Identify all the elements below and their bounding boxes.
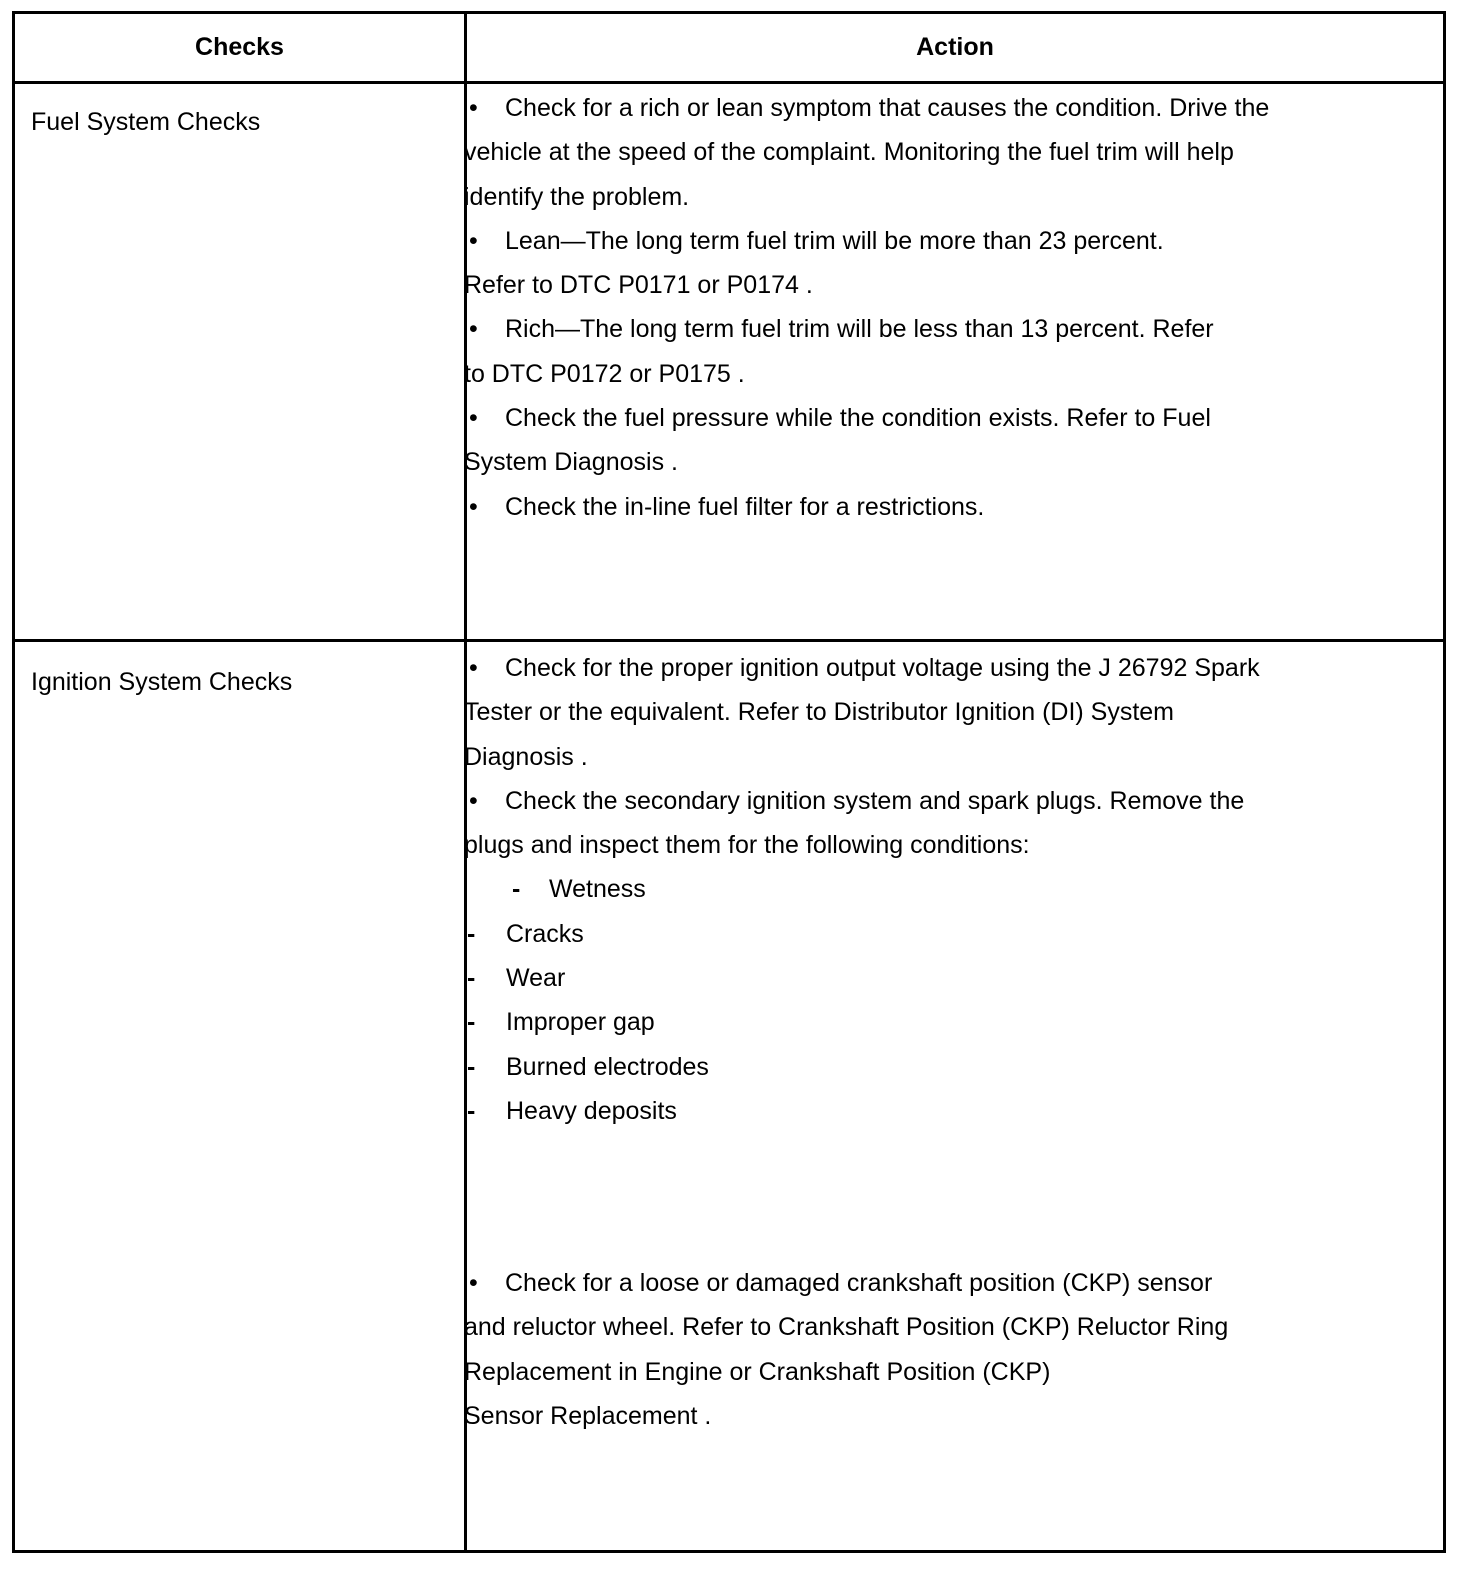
action-cell-ignition-system <box>464 646 1364 1133</box>
condition-item <box>464 956 1364 1000</box>
action-line <box>464 646 1364 690</box>
header-checks: Checks <box>195 33 284 61</box>
header-divider <box>15 81 1443 84</box>
bullet: • <box>469 404 478 433</box>
action-line <box>464 1261 1364 1305</box>
bullet: • <box>469 786 478 815</box>
action-line <box>464 307 1364 351</box>
action-text: Check for a loose or damaged crankshaft position (CKP) sensor <box>505 1269 1213 1297</box>
action-text: Check for the proper ignition output voltage using the J 26792 Spark <box>505 654 1260 682</box>
action-text: Lean—The long term fuel trim will be more than 23 percent. <box>505 226 1164 255</box>
action-line <box>464 352 1364 396</box>
action-line <box>464 219 1364 263</box>
condition-text: Wetness <box>549 875 646 904</box>
dash: - <box>512 875 521 904</box>
header-action: Action <box>916 33 994 61</box>
row-divider <box>15 639 1443 642</box>
action-line <box>464 1394 1364 1438</box>
action-line <box>464 1305 1364 1349</box>
row-label-fuel-system: Fuel System Checks <box>31 108 261 136</box>
action-text: Check the in-line fuel filter for a restrictions. <box>505 492 985 521</box>
row-label-ignition-system: Ignition System Checks <box>31 668 293 696</box>
action-text: System Diagnosis . <box>464 448 678 477</box>
bullet: • <box>469 1269 478 1297</box>
action-line <box>464 779 1364 823</box>
condition-text: Burned electrodes <box>506 1052 709 1081</box>
condition-text: Wear <box>506 964 566 993</box>
condition-item <box>464 912 1364 956</box>
action-text: Tester or the equivalent. Refer to Distributor Ignition (DI) System <box>464 698 1175 727</box>
bullet: • <box>469 315 478 344</box>
action-line <box>464 175 1364 219</box>
action-text: and reluctor wheel. Refer to Crankshaft Position (CKP) Reluctor Ring <box>464 1313 1229 1342</box>
action-line <box>464 440 1364 484</box>
condition-text: Heavy deposits <box>506 1096 677 1125</box>
condition-item <box>464 867 1364 911</box>
dash: - <box>467 1052 476 1081</box>
bullet: • <box>469 226 478 255</box>
action-text: Rich—The long term fuel trim will be less than 13 percent. Refer <box>505 315 1214 344</box>
dash: - <box>467 919 476 948</box>
action-line <box>464 263 1364 307</box>
action-text: vehicle at the speed of the complaint. Monitoring the fuel trim will help <box>464 138 1234 167</box>
condition-item <box>464 1045 1364 1089</box>
action-line <box>464 130 1364 174</box>
dash: - <box>467 964 476 993</box>
action-text: Check the fuel pressure while the condition exists. Refer to Fuel <box>505 404 1211 433</box>
condition-text: Improper gap <box>506 1008 655 1037</box>
condition-text: Cracks <box>506 919 584 948</box>
action-text: Check for a rich or lean symptom that causes the condition. Drive the <box>505 94 1270 122</box>
action-line <box>464 690 1364 734</box>
action-text: Refer to DTC P0171 or P0174 . <box>464 271 813 300</box>
action-line <box>464 1350 1364 1394</box>
dash: - <box>467 1008 476 1037</box>
action-text: Sensor Replacement . <box>464 1401 712 1430</box>
action-text: to DTC P0172 or P0175 . <box>464 359 745 388</box>
action-text: Check the secondary ignition system and spark plugs. Remove the <box>505 786 1245 815</box>
action-text: Replacement in Engine or Crankshaft Position (CKP) <box>464 1357 1051 1386</box>
bullet: • <box>469 492 478 521</box>
bullet: • <box>469 654 478 682</box>
dash: - <box>467 1096 476 1125</box>
action-line <box>464 86 1364 130</box>
action-line <box>464 823 1364 867</box>
action-text: identify the problem. <box>464 182 690 211</box>
action-cell-ignition-ckp <box>464 1261 1364 1438</box>
bullet: • <box>469 94 478 122</box>
condition-item <box>464 1000 1364 1044</box>
action-line <box>464 485 1364 529</box>
condition-item <box>464 1089 1364 1133</box>
action-text: plugs and inspect them for the following conditions: <box>464 831 1030 860</box>
action-text: Diagnosis . <box>464 742 588 771</box>
action-line <box>464 396 1364 440</box>
action-line <box>464 735 1364 779</box>
action-cell-fuel-system <box>464 86 1364 529</box>
